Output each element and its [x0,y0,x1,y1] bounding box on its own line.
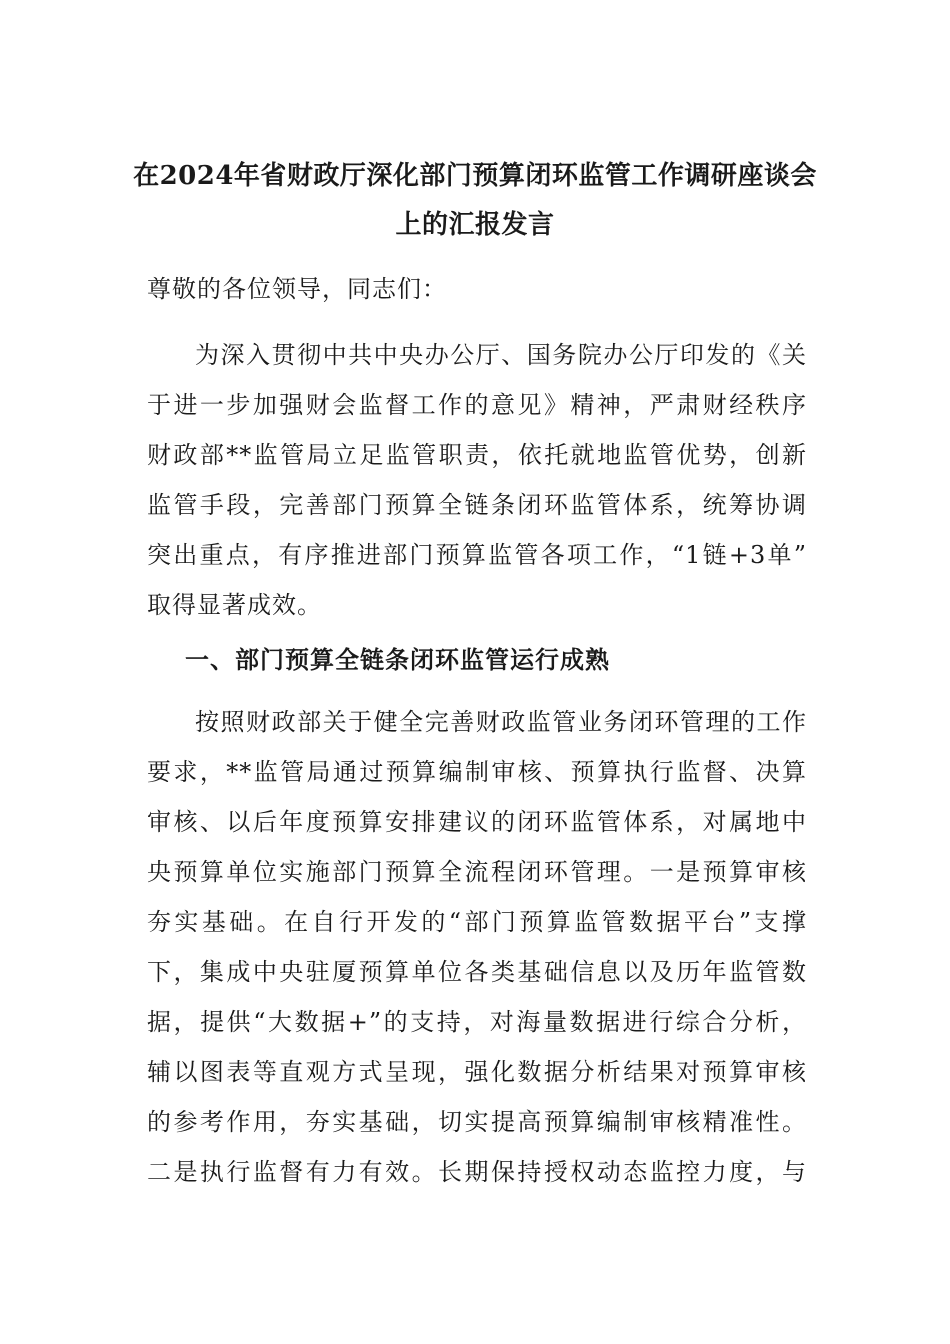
paragraph-2-line: 央预算单位实施部门预算全流程闭环管理。一是预算审核 [147,858,807,886]
title-line-1: 在2024年省财政厅深化部门预算闭环监管工作调研座谈会 [133,161,817,191]
paragraph-2-line: 二是执行监督有力有效。长期保持授权动态监控力度，与 [147,1158,807,1186]
paragraph-2-line: 辅以图表等直观方式呈现，强化数据分析结果对预算审核 [147,1058,807,1086]
paragraph-2-line: 审核、以后年度预算安排建议的闭环监管体系，对属地中 [147,808,807,836]
paragraph-1 [147,330,807,630]
paragraph-2-line: 下，集成中央驻厦预算单位各类基础信息以及历年监管数 [147,958,807,986]
title-line-2: 上的汇报发言 [395,210,555,240]
paragraph-2-line: 的参考作用，夯实基础，切实提高预算编制审核精准性。 [147,1108,807,1136]
paragraph-1-line: 监管手段，完善部门预算全链条闭环监管体系，统筹协调 [147,491,807,519]
paragraph-1-line: 突出重点，有序推进部门预算监管各项工作，“1链+3单” [147,541,807,569]
paragraph-2 [147,697,807,1197]
paragraph-1-line: 为深入贯彻中共中央办公厅、国务院办公厅印发的《关 [195,341,807,369]
paragraph-2-line: 夯实基础。在自行开发的“部门预算监管数据平台”支撑 [147,908,807,936]
paragraph-2-line: 按照财政部关于健全完善财政监管业务闭环管理的工作 [195,708,807,736]
paragraph-1-line: 财政部**监管局立足监管职责，依托就地监管优势，创新 [147,441,807,469]
section-heading-1: 一、部门预算全链条闭环监管运行成熟 [185,645,610,674]
salutation: 尊敬的各位领导，同志们： [147,275,447,303]
document-title [120,152,830,250]
paragraph-1-line: 于进一步加强财会监督工作的意见》精神，严肃财经秩序 [147,391,807,419]
paragraph-2-line: 要求，**监管局通过预算编制审核、预算执行监督、决算 [147,758,807,786]
paragraph-1-line: 取得显著成效。 [147,591,322,619]
paragraph-2-line: 据，提供“大数据+”的支持，对海量数据进行综合分析， [147,1008,807,1036]
